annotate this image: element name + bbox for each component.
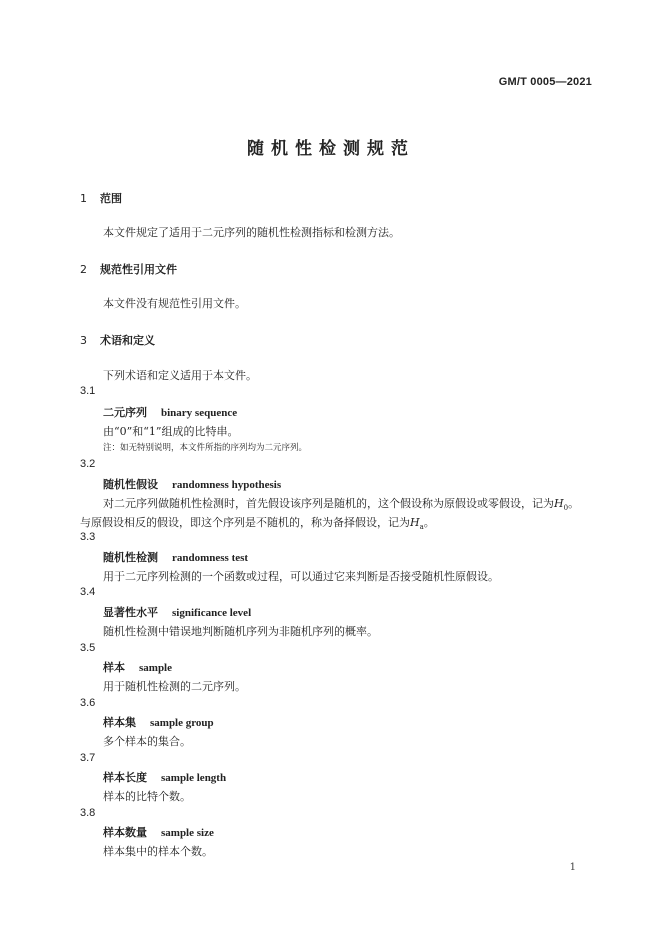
- section-title: 范围: [100, 192, 122, 205]
- hypothesis-symbol: H: [410, 516, 420, 529]
- definition-end: 。: [423, 516, 435, 529]
- term-number: 3.8: [80, 807, 96, 819]
- term-chinese: 样本数量: [103, 826, 147, 839]
- term-english: sample: [139, 662, 172, 674]
- term-definition: 样本的比特个数。: [103, 790, 191, 803]
- term-definition: 多个样本的集合。: [103, 735, 191, 748]
- term-entry: [103, 549, 248, 565]
- term-definition: 随机性检测中错误地判断随机序列为非随机序列的概率。: [103, 625, 378, 638]
- term-number: 3.1: [80, 385, 96, 397]
- term-number: 3.5: [80, 642, 96, 654]
- section-heading-3: [80, 332, 155, 348]
- term-chinese: 随机性假设: [103, 478, 158, 491]
- section-number: 1: [80, 192, 87, 205]
- section-heading-2: [80, 261, 177, 277]
- term-english: binary sequence: [161, 407, 238, 419]
- section-title: 规范性引用文件: [100, 263, 177, 276]
- page-number: 1: [569, 862, 576, 873]
- term-definition: 用于二元序列检测的一个函数或过程，可以通过它来判断是否接受随机性原假设。: [103, 570, 499, 583]
- hypothesis-subscript: a: [419, 523, 424, 532]
- term-english: sample length: [161, 772, 227, 784]
- term-english: significance level: [172, 607, 252, 619]
- term-entry: [103, 769, 226, 785]
- term-english: sample group: [150, 717, 214, 729]
- term-definition: 由“0”和“1”组成的比特串。: [103, 425, 239, 438]
- term-english: sample size: [161, 827, 214, 839]
- hypothesis-symbol: H: [554, 497, 564, 510]
- term-definition: 用于随机性检测的二元序列。: [103, 680, 246, 693]
- definition-text: 对二元序列做随机性检测时，首先假设该序列是随机的，这个假设称为原假设或零假设，记为: [103, 497, 554, 510]
- section-number: 3: [80, 334, 87, 347]
- section-paragraph-1: 本文件规定了适用于二元序列的随机性检测指标和检测方法。: [103, 226, 400, 239]
- term-number: 3.3: [80, 531, 96, 543]
- term-entry: [103, 659, 172, 675]
- term-english: randomness test: [172, 552, 249, 564]
- definition-end: 。: [568, 497, 580, 510]
- term-chinese: 样本长度: [103, 771, 147, 784]
- definition-text: 与原假设相反的假设，即这个序列是不随机的，称为备择假设，记为: [80, 516, 410, 529]
- section-heading-1: [80, 190, 122, 206]
- section-title: 术语和定义: [100, 334, 155, 347]
- term-number: 3.4: [80, 586, 96, 598]
- term-definition-line-2: [80, 514, 435, 531]
- section-paragraph-3: 下列术语和定义适用于本文件。: [103, 369, 257, 382]
- term-number: 3.2: [80, 458, 96, 470]
- term-entry: [103, 714, 214, 730]
- standard-number: GM/T 0005—2021: [498, 76, 592, 88]
- term-chinese: 显著性水平: [103, 606, 158, 619]
- term-entry: [103, 404, 237, 420]
- term-chinese: 样本: [103, 661, 125, 674]
- term-chinese: 随机性检测: [103, 551, 158, 564]
- term-chinese: 样本集: [103, 716, 136, 729]
- term-note: 注：如无特别说明，本文件所指的序列均为二元序列。: [103, 443, 308, 453]
- term-entry: [103, 476, 281, 492]
- term-number: 3.7: [80, 752, 96, 764]
- document-title: 随机性检测规范: [247, 139, 415, 159]
- term-chinese: 二元序列: [103, 406, 147, 419]
- term-entry: [103, 604, 251, 620]
- term-definition-line-1: [103, 495, 579, 512]
- term-definition: 样本集中的样本个数。: [103, 845, 213, 858]
- section-number: 2: [80, 263, 87, 276]
- hypothesis-subscript: 0: [563, 504, 569, 513]
- term-english: randomness hypothesis: [172, 479, 282, 491]
- term-entry: [103, 824, 214, 840]
- term-number: 3.6: [80, 697, 96, 709]
- section-paragraph-2: 本文件没有规范性引用文件。: [103, 297, 246, 310]
